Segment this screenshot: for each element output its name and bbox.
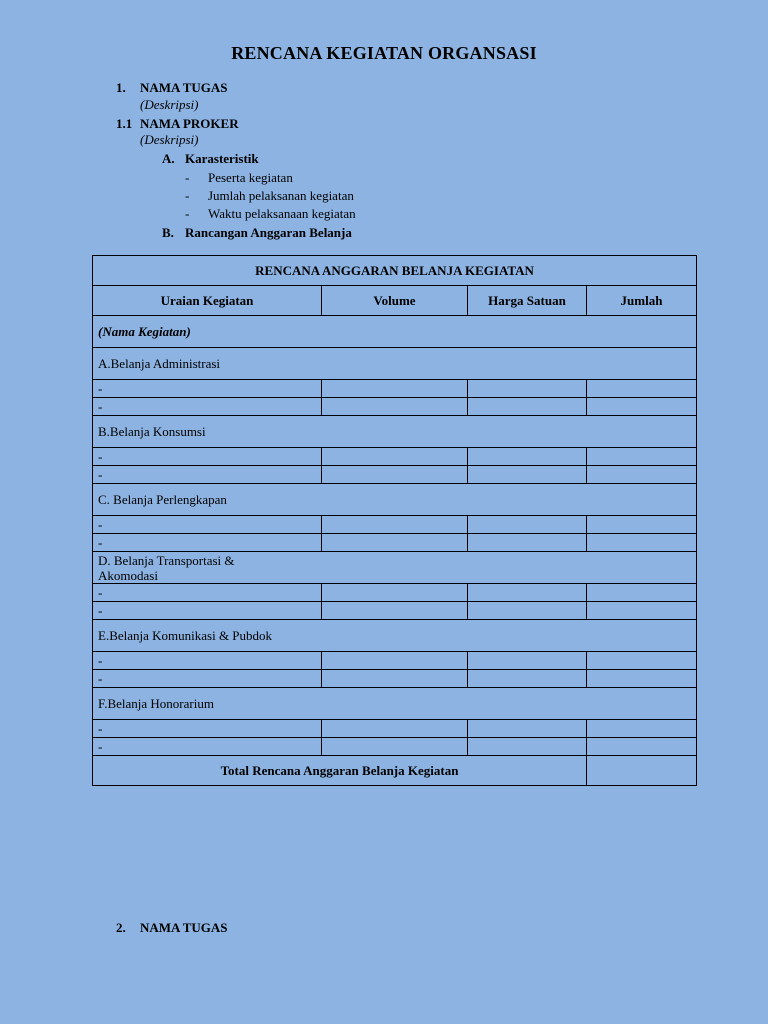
row-item: - bbox=[93, 720, 322, 738]
outline-item-1-1 bbox=[116, 116, 239, 132]
row-jumlah bbox=[587, 670, 697, 688]
header-harga-satuan: Harga Satuan bbox=[468, 286, 587, 316]
row-harga bbox=[468, 720, 587, 738]
table-row bbox=[93, 738, 697, 756]
row-harga bbox=[468, 652, 587, 670]
row-item: - bbox=[93, 584, 322, 602]
table-title: RENCANA ANGGARAN BELANJA KEGIATAN bbox=[93, 256, 697, 286]
table-title-row bbox=[93, 256, 697, 286]
row-volume bbox=[322, 738, 468, 756]
row-item: - bbox=[93, 398, 322, 416]
table-row bbox=[93, 516, 697, 534]
row-volume bbox=[322, 584, 468, 602]
outline-item-1-number: 1. bbox=[116, 80, 126, 95]
section-row bbox=[93, 620, 697, 652]
row-item: - bbox=[93, 534, 322, 552]
table-row bbox=[93, 602, 697, 620]
row-volume bbox=[322, 516, 468, 534]
row-harga bbox=[468, 738, 587, 756]
subitem-a-letter: A. bbox=[162, 151, 175, 166]
activity-name: (Nama Kegiatan) bbox=[93, 316, 697, 348]
row-item: - bbox=[93, 448, 322, 466]
section-label-e: E.Belanja Komunikasi & Pubdok bbox=[93, 620, 697, 652]
section-row bbox=[93, 688, 697, 720]
outline-item-2-number: 2. bbox=[116, 920, 126, 935]
total-row bbox=[93, 756, 697, 786]
row-harga bbox=[468, 602, 587, 620]
header-uraian: Uraian Kegiatan bbox=[93, 286, 322, 316]
table-header-row bbox=[93, 286, 697, 316]
section-row bbox=[93, 484, 697, 516]
total-value bbox=[587, 756, 697, 786]
row-volume bbox=[322, 652, 468, 670]
bullet-item bbox=[185, 206, 356, 222]
row-item: - bbox=[93, 380, 322, 398]
row-volume bbox=[322, 602, 468, 620]
row-jumlah bbox=[587, 602, 697, 620]
section-row bbox=[93, 416, 697, 448]
section-row bbox=[93, 552, 697, 584]
row-item: - bbox=[93, 466, 322, 484]
row-harga bbox=[468, 466, 587, 484]
section-row bbox=[93, 348, 697, 380]
row-harga bbox=[468, 534, 587, 552]
outline-item-1-1-description: (Deskripsi) bbox=[140, 132, 199, 147]
row-item: - bbox=[93, 738, 322, 756]
section-label-c: C. Belanja Perlengkapan bbox=[93, 484, 697, 516]
outline-subitem-b bbox=[162, 225, 352, 241]
row-harga bbox=[468, 584, 587, 602]
header-jumlah: Jumlah bbox=[587, 286, 697, 316]
row-jumlah bbox=[587, 380, 697, 398]
subitem-a-label: Karasteristik bbox=[185, 151, 259, 166]
outline-item-2 bbox=[116, 920, 228, 936]
row-harga bbox=[468, 380, 587, 398]
subitem-b-label: Rancangan Anggaran Belanja bbox=[185, 225, 352, 240]
subitem-b-letter: B. bbox=[162, 225, 174, 240]
budget-table bbox=[92, 255, 697, 786]
section-d-line-1: D. Belanja Transportasi & bbox=[98, 552, 235, 568]
row-harga bbox=[468, 448, 587, 466]
row-item: - bbox=[93, 652, 322, 670]
row-volume bbox=[322, 720, 468, 738]
section-label-a: A.Belanja Administrasi bbox=[93, 348, 697, 380]
row-volume bbox=[322, 380, 468, 398]
bullet-text: Jumlah pelaksanan kegiatan bbox=[208, 188, 354, 203]
outline-item-1-label: NAMA TUGAS bbox=[140, 80, 228, 95]
outline-item-1-1-number: 1.1 bbox=[116, 116, 133, 131]
activity-name-row bbox=[93, 316, 697, 348]
table-row bbox=[93, 466, 697, 484]
outline-item-1 bbox=[116, 80, 228, 96]
header-volume: Volume bbox=[322, 286, 468, 316]
table-row bbox=[93, 398, 697, 416]
bullet-item bbox=[185, 188, 354, 204]
table-row bbox=[93, 584, 697, 602]
bullet-item bbox=[185, 170, 293, 186]
section-label-d bbox=[93, 552, 697, 584]
row-item: - bbox=[93, 670, 322, 688]
row-volume bbox=[322, 534, 468, 552]
row-volume bbox=[322, 448, 468, 466]
row-jumlah bbox=[587, 738, 697, 756]
row-jumlah bbox=[587, 466, 697, 484]
bullet-dash: - bbox=[185, 206, 190, 221]
row-jumlah bbox=[587, 398, 697, 416]
bullet-dash: - bbox=[185, 188, 190, 203]
section-d-line-2: Akomodasi bbox=[98, 567, 158, 583]
row-harga bbox=[468, 670, 587, 688]
table-row bbox=[93, 380, 697, 398]
bullet-dash: - bbox=[185, 170, 190, 185]
table-row bbox=[93, 670, 697, 688]
table-row bbox=[93, 652, 697, 670]
row-harga bbox=[468, 398, 587, 416]
row-volume bbox=[322, 466, 468, 484]
bullet-text: Peserta kegiatan bbox=[208, 170, 293, 185]
outline-item-2-label: NAMA TUGAS bbox=[140, 920, 228, 935]
table-row bbox=[93, 720, 697, 738]
total-label: Total Rencana Anggaran Belanja Kegiatan bbox=[93, 756, 587, 786]
section-label-b: B.Belanja Konsumsi bbox=[93, 416, 697, 448]
outline-subitem-a bbox=[162, 151, 259, 167]
row-jumlah bbox=[587, 584, 697, 602]
row-jumlah bbox=[587, 448, 697, 466]
page-title: RENCANA KEGIATAN ORGANSASI bbox=[231, 43, 537, 63]
row-jumlah bbox=[587, 720, 697, 738]
row-item: - bbox=[93, 602, 322, 620]
row-jumlah bbox=[587, 652, 697, 670]
section-label-f: F.Belanja Honorarium bbox=[93, 688, 697, 720]
row-volume bbox=[322, 670, 468, 688]
row-volume bbox=[322, 398, 468, 416]
bullet-text: Waktu pelaksanaan kegiatan bbox=[208, 206, 356, 221]
table-row bbox=[93, 534, 697, 552]
outline-item-1-1-label: NAMA PROKER bbox=[140, 116, 239, 131]
table-row bbox=[93, 448, 697, 466]
row-jumlah bbox=[587, 516, 697, 534]
outline-item-1-description: (Deskripsi) bbox=[140, 97, 199, 112]
row-item: - bbox=[93, 516, 322, 534]
row-harga bbox=[468, 516, 587, 534]
row-jumlah bbox=[587, 534, 697, 552]
